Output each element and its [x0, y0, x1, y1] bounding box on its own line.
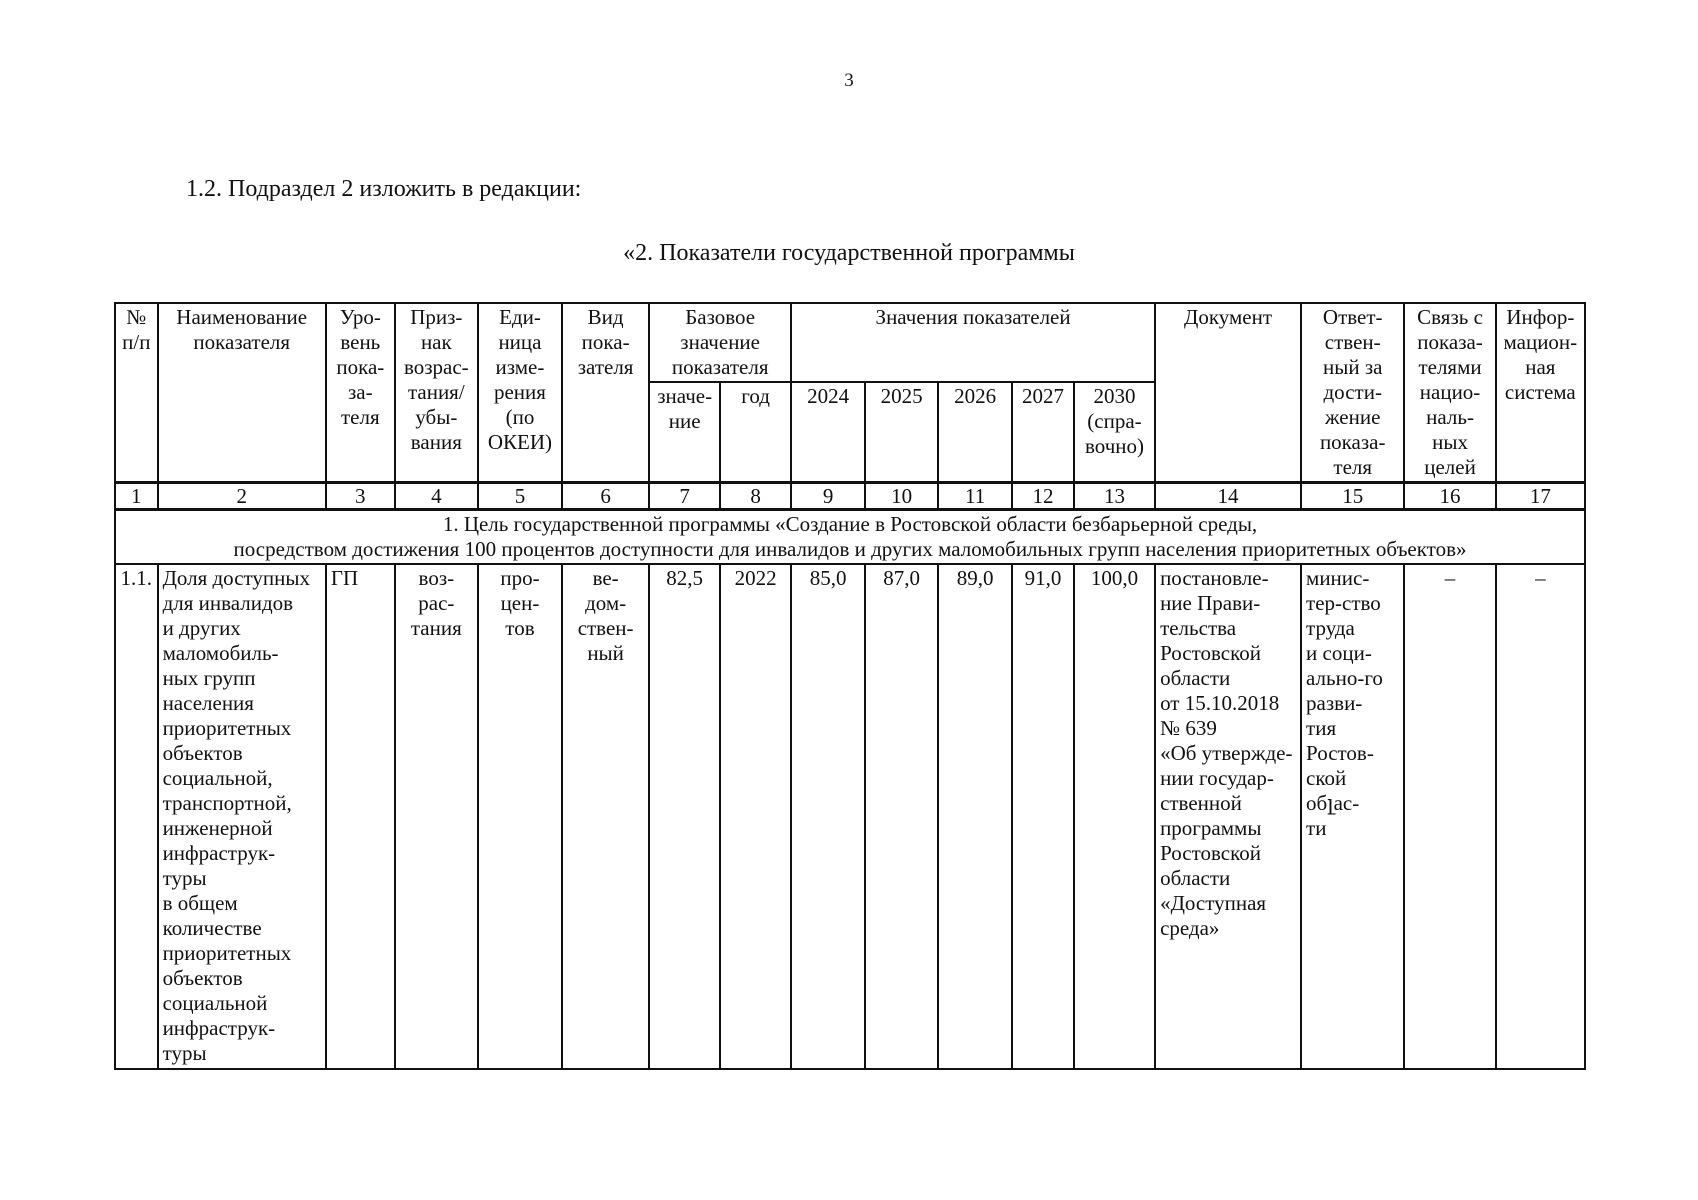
header-base-year: год [720, 382, 791, 483]
header-2024: 2024 [791, 382, 865, 483]
column-number: 11 [938, 483, 1012, 510]
column-number: 9 [791, 483, 865, 510]
column-number: 17 [1496, 483, 1585, 510]
column-number: 5 [478, 483, 562, 510]
page-number: 3 [844, 70, 854, 91]
row-num: 1.1. [115, 564, 158, 1069]
header-base-value: значе- ние [649, 382, 720, 483]
column-number: 12 [1012, 483, 1074, 510]
row-value-2024: 85,0 [791, 564, 865, 1069]
row-type: ве- дом- ствен- ный [562, 564, 649, 1069]
goal-text: 1. Цель государственной программы «Создание в Ростовской области безбарьерной среды, посредством достижения 100 процентов доступности для инвалидов и других маломобильных групп населения приоритетных объектов» [115, 510, 1585, 565]
column-number: 2 [158, 483, 326, 510]
row-level: ГП [326, 564, 395, 1069]
header-unit: Еди- ница изме- рения (по ОКЕИ) [478, 303, 562, 483]
column-number: 8 [720, 483, 791, 510]
header-name: Наименование показателя [158, 303, 326, 483]
row-link: – [1404, 564, 1495, 1069]
row-document: постановле- ние Прави- тельства Ростовской области от 15.10.2018 № 639 «Об утвержде- нии государ- ственной программы Ростовской области «Доступная среда» [1155, 564, 1301, 1069]
row-value-2030: 100,0 [1074, 564, 1155, 1069]
header-link: Связь с показа- телями нацио- наль- ных целей [1404, 303, 1495, 483]
column-number: 10 [865, 483, 938, 510]
header-2026: 2026 [938, 382, 1012, 483]
header-responsible: Ответ- ствен- ный за дости- жение показа- теля [1301, 303, 1404, 483]
header-infosys: Инфор- мацион- ная система [1496, 303, 1585, 483]
row-base-value: 82,5 [649, 564, 720, 1069]
column-number: 16 [1404, 483, 1495, 510]
row-base-year: 2022 [720, 564, 791, 1069]
row-unit: про- цен- тов [478, 564, 562, 1069]
header-num: № п/п [115, 303, 158, 483]
header-2027: 2027 [1012, 382, 1074, 483]
header-row-1 [115, 303, 1585, 382]
section-title-text: «2. Показатели государственной программы [623, 240, 1075, 266]
header-2030: 2030 (спра- вочно) [1074, 382, 1155, 483]
goal-row [115, 510, 1585, 565]
column-number-row [115, 483, 1585, 510]
row-name: Доля доступных для инвалидов и других маломобиль- ных групп населения приоритетных объектов социальной, транспортной, инженерной инфраструк- туры в общем количестве приоритетных объектов социальной инфраструк- туры [158, 564, 326, 1069]
row-value-2025: 87,0 [865, 564, 938, 1069]
header-2025: 2025 [865, 382, 938, 483]
header-document: Документ [1155, 303, 1301, 483]
row-value-2027: 91,0 [1012, 564, 1074, 1069]
column-number: 7 [649, 483, 720, 510]
indicators-table [114, 302, 1586, 1070]
header-sign: Приз- нак возрас- тания/ убы- вания [395, 303, 478, 483]
column-number: 14 [1155, 483, 1301, 510]
intro-text: 1.2. Подраздел 2 изложить в редакции: [186, 176, 582, 202]
row-sign: воз- рас- тания [395, 564, 478, 1069]
column-number: 3 [326, 483, 395, 510]
column-number: 15 [1301, 483, 1404, 510]
column-number: 13 [1074, 483, 1155, 510]
header-level: Уро- вень пока- за- теля [326, 303, 395, 483]
column-number: 1 [115, 483, 158, 510]
row-value-2026: 89,0 [938, 564, 1012, 1069]
row-infosys: – [1496, 564, 1585, 1069]
table-row [115, 564, 1585, 1069]
column-number: 6 [562, 483, 649, 510]
section-title [0, 240, 1698, 267]
column-number: 4 [395, 483, 478, 510]
header-base: Базовое значение показателя [649, 303, 791, 382]
header-type: Вид пока- зателя [562, 303, 649, 483]
header-values: Значения показателей [791, 303, 1155, 382]
row-responsible: минис- тер-ство труда и соци- ально-го разви- тия Ростов- ской обլас- ти [1301, 564, 1404, 1069]
